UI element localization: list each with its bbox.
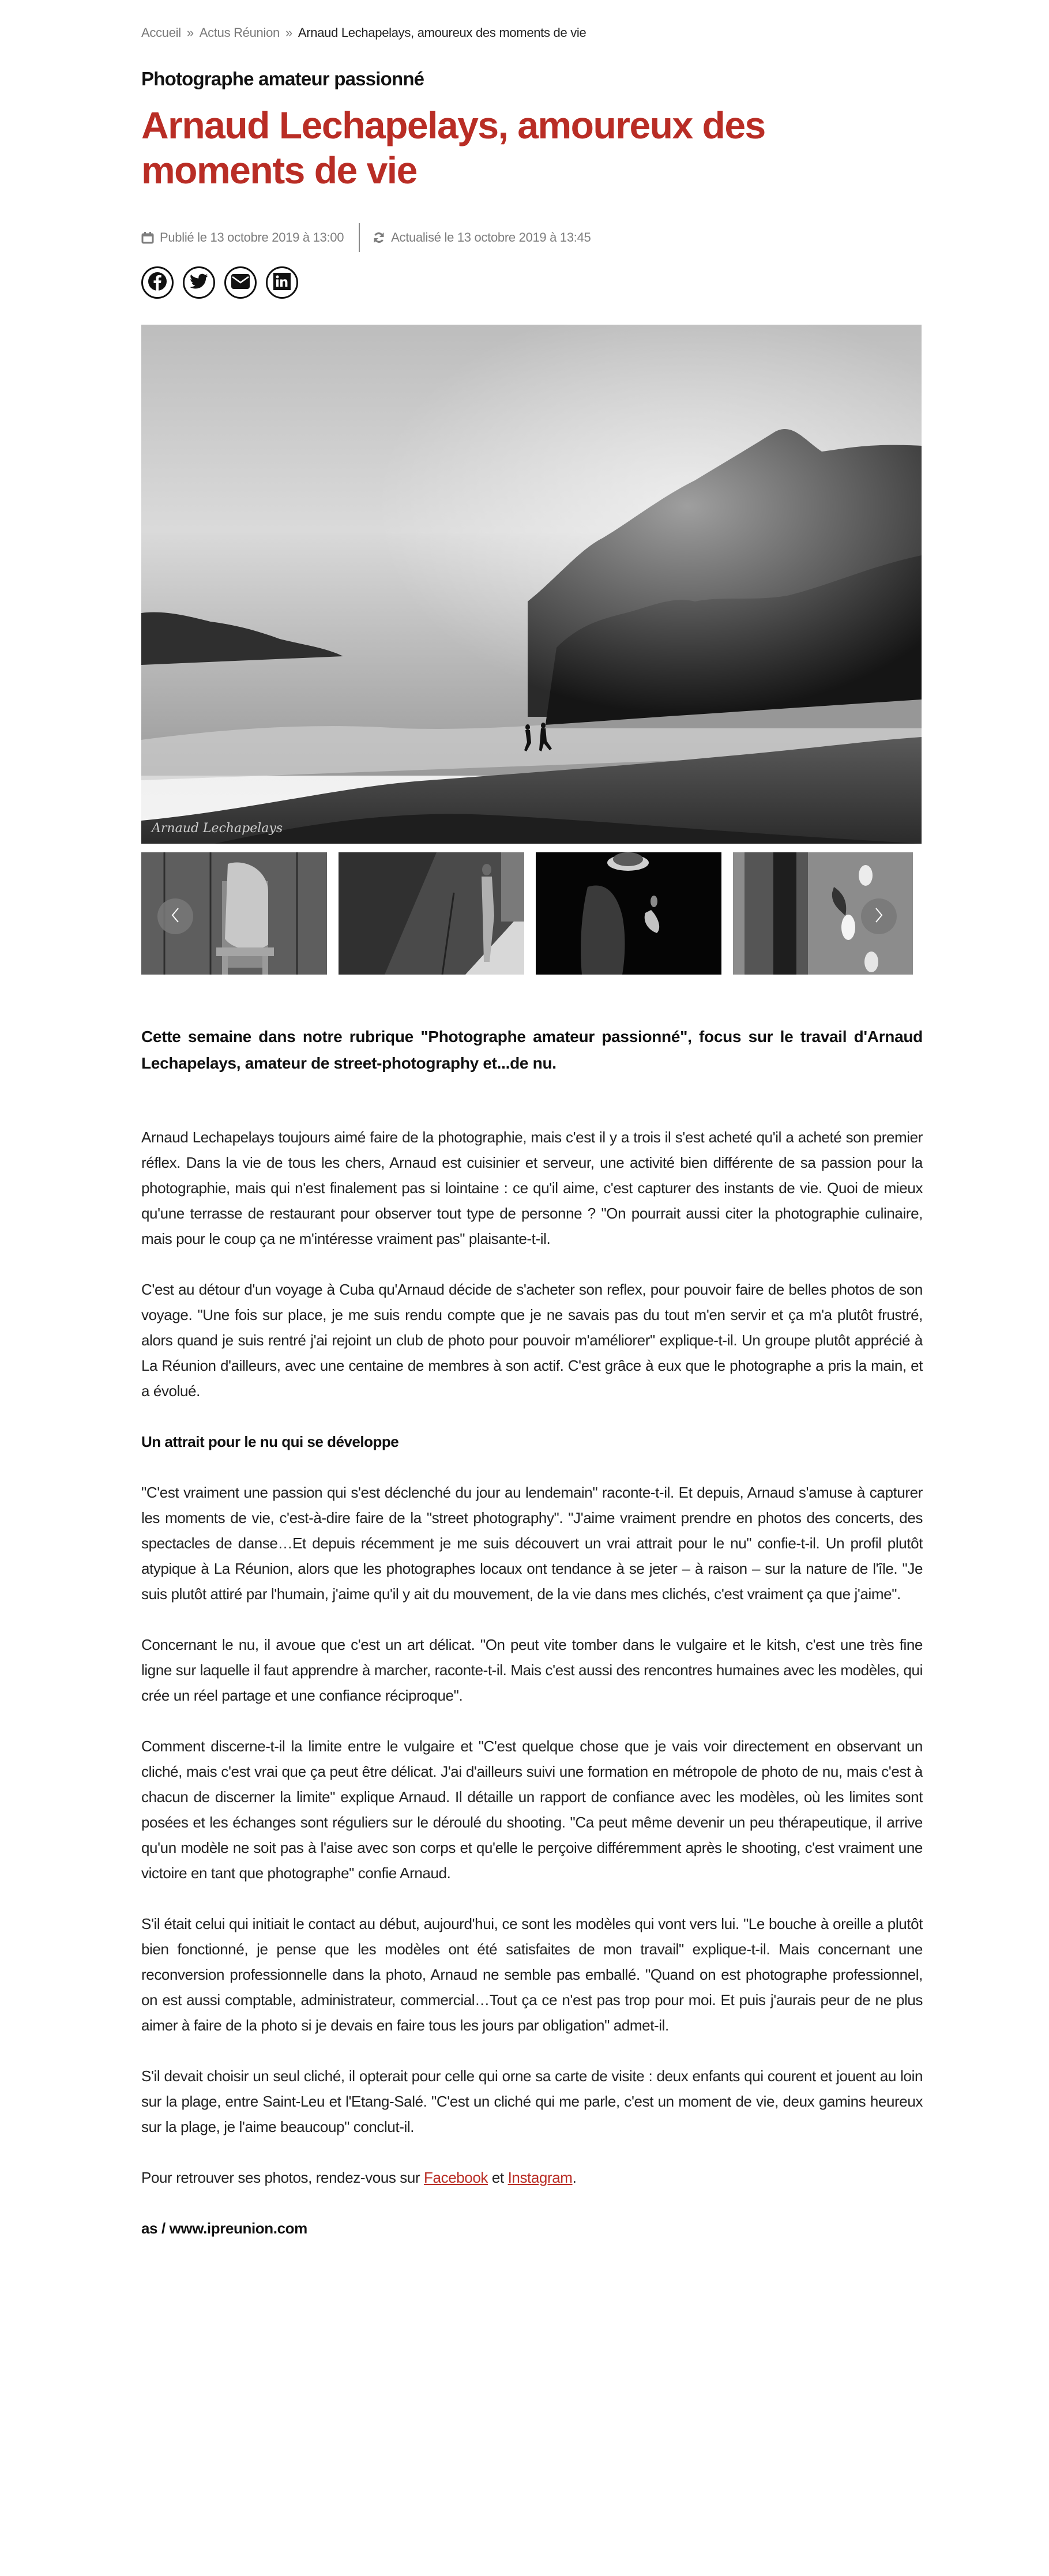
article-dates (141, 224, 923, 251)
article-kicker: Photographe amateur passionné (141, 68, 424, 89)
share-bar (141, 266, 923, 299)
published-text: Publié le 13 octobre 2019 à 13:00 (160, 230, 344, 245)
article-source: as / www.ipreunion.com (141, 2220, 307, 2237)
twitter-icon (190, 273, 208, 292)
links-suffix: . (572, 2169, 577, 2186)
gallery-prev-button[interactable] (157, 898, 193, 934)
photo-signature: Arnaud Lechapelays (152, 821, 283, 836)
body-paragraph: "C'est vraiment une passion qui s'est déclenché du jour au lendemain" raconte-t-il. Et depuis, Arnaud s'amuse à capturer les moments de vie, c'est-à-dire faire de la "street photography". "J'aime vraiment prendre en photos des concerts, des spectacles de danse…Et depuis récemment je me suis découvert un vrai attrait pour le nu" confie-t-il. Un profil plutôt atypique à La Réunion, alors que les photographes locaux ont tendance à se jeter – à raison – sur la nature de l'île. "Je suis plutôt attiré par l'humain, j'aime qu'il y ait du mouvement, de la vie dans mes clichés, c'est vraiment ça que j'aime". (141, 1484, 923, 1603)
section-heading: Un attrait pour le nu qui se développe (141, 1433, 399, 1450)
instagram-link[interactable]: Instagram (507, 2169, 573, 2186)
updated-text: Actualisé le 13 octobre 2019 à 13:45 (391, 230, 591, 245)
body-paragraph: Concernant le nu, il avoue que c'est un art délicat. "On peut vite tomber dans le vulgaire et le kitsh, c'est une très fine ligne sur laquelle il faut apprendre à marcher, raconte-t-il. Mais c'est aussi des rencontres humaines avec les modèles, qui crée un réel partage et une confiance réciproque". (141, 1636, 923, 1704)
photo-gallery (141, 852, 922, 975)
breadcrumb-current: Arnaud Lechapelays, amoureux des moments de vie (298, 25, 586, 40)
links-prefix: Pour retrouver ses photos, rendez-vous sur (141, 2169, 424, 2186)
gallery-thumb[interactable] (536, 852, 721, 975)
gallery-thumb[interactable] (339, 852, 524, 975)
gallery-thumb[interactable] (141, 852, 327, 975)
breadcrumb (141, 25, 923, 40)
date-divider (359, 223, 360, 252)
body-paragraph: S'il était celui qui initiait le contact au début, aujourd'hui, ce sont les modèles qui vont vers lui. "Le bouche à oreille a plutôt bien fonctionné, je pense que les modèles ont été satisfaites de mon travail" explique-t-il. Mais concernant une reconversion professionnelle dans la photo, Arnaud ne semble pas emballé. "Quand on est photographe professionnel, on est aussi comptable, administrateur, commercial…Tout ça ce n'est pas trop pour moi. Et puis j'aurais peur de ne plus aimer à faire de la photo si je devais en faire tous les jours par obligation" admet-il. (141, 1915, 923, 2034)
beach-photo (141, 325, 922, 844)
facebook-icon (148, 272, 167, 294)
hero-image[interactable] (141, 325, 922, 844)
body-paragraph: Arnaud Lechapelays toujours aimé faire de la photographie, mais c'est il y a trois il s'est acheté qu'il a acheté son premier réflex. Dans la vie de tous les chers, Arnaud est cuisinier et serveur, une activité bien différente de sa passion pour la photographie, mais qui n'est finalement pas si lointaine : ce qu'il aime, c'est capturer des instants de vie. Quoi de mieux qu'une terrasse de restaurant pour observer tout type de personne ? "On pourrait aussi citer la photographie culinaire, mais pour le coup ça ne m'intéresse vraiment pas" plaisante-t-il. (141, 1129, 923, 1247)
body-paragraph: S'il devait choisir un seul cliché, il opterait pour celle qui orne sa carte de visite : deux enfants qui courent et jouent au loin sur la plage, entre Saint-Leu et l'Etang-Salé. "C'est un cliché qui me parle, c'est un moment de vie, deux gamins heureux sur la plage, je l'aime beaucoup" conclut-il. (141, 2067, 923, 2135)
published-date (141, 230, 344, 245)
gallery-thumb[interactable] (733, 852, 913, 975)
page-title: Arnaud Lechapelays, amoureux des moments de vie (141, 104, 765, 191)
share-twitter-button[interactable] (183, 266, 215, 299)
links-paragraph (141, 2165, 923, 2190)
updated-date (373, 230, 591, 245)
breadcrumb-home-link[interactable]: Accueil (141, 25, 181, 40)
share-facebook-button[interactable] (141, 266, 174, 299)
article-lead: Cette semaine dans notre rubrique "Photographe amateur passionné", focus sur le travail d'Arnaud Lechapelays, amateur de street-photography et...de nu. (141, 1028, 923, 1072)
email-icon (231, 273, 250, 292)
chevron-right-icon (874, 907, 884, 926)
calendar-icon (141, 231, 154, 244)
chevron-left-icon (170, 907, 181, 926)
article-body (141, 1125, 923, 2266)
thumb-image (536, 852, 721, 975)
links-mid: et (488, 2169, 508, 2186)
body-paragraph: C'est au détour d'un voyage à Cuba qu'Arnaud décide de s'acheter son reflex, pour pouvoir faire de belles photos de son voyage. "Une fois sur place, je me suis rendu compte que je ne savais pas du tout m'en servir et ça m'a plutôt frustré, alors quand je suis rentré j'ai rejoint un club de photo pour pouvoir m'améliorer" explique-t-il. Un groupe plutôt apprécié à La Réunion d'ailleurs, avec une centaine de membres à son actif. C'est grâce à eux que le photographe a pris la main, et a évolué. (141, 1281, 923, 1400)
breadcrumb-section-link[interactable]: Actus Réunion (199, 25, 280, 40)
refresh-icon (373, 231, 385, 244)
thumb-image (339, 852, 524, 975)
gallery-next-button[interactable] (861, 898, 897, 934)
share-linkedin-button[interactable] (266, 266, 298, 299)
breadcrumb-separator: » (285, 25, 292, 40)
share-email-button[interactable] (224, 266, 257, 299)
linkedin-icon (273, 273, 291, 293)
facebook-link[interactable]: Facebook (424, 2169, 488, 2186)
body-paragraph: Comment discerne-t-il la limite entre le vulgaire et "C'est quelque chose que je vais voir directement en observant un cliché, mais c'est vrai que ça peut être délicat. J'ai d'ailleurs suivi une formation en métropole de photo de nu, mais c'est à chacun de discerner la limite" explique Arnaud. Il détaille un rapport de confiance avec les modèles, où les limites sont posées et les échanges sont réguliers sur le déroulé du shooting. "Ca peut même devenir un peu thérapeutique, il arrive qu'un modèle ne soit pas à l'aise avec son corps et qu'elle le perçoive différemment après le shooting, c'est vraiment une victoire en tant que photographe" confie Arnaud. (141, 1738, 923, 1882)
breadcrumb-separator: » (186, 25, 194, 40)
